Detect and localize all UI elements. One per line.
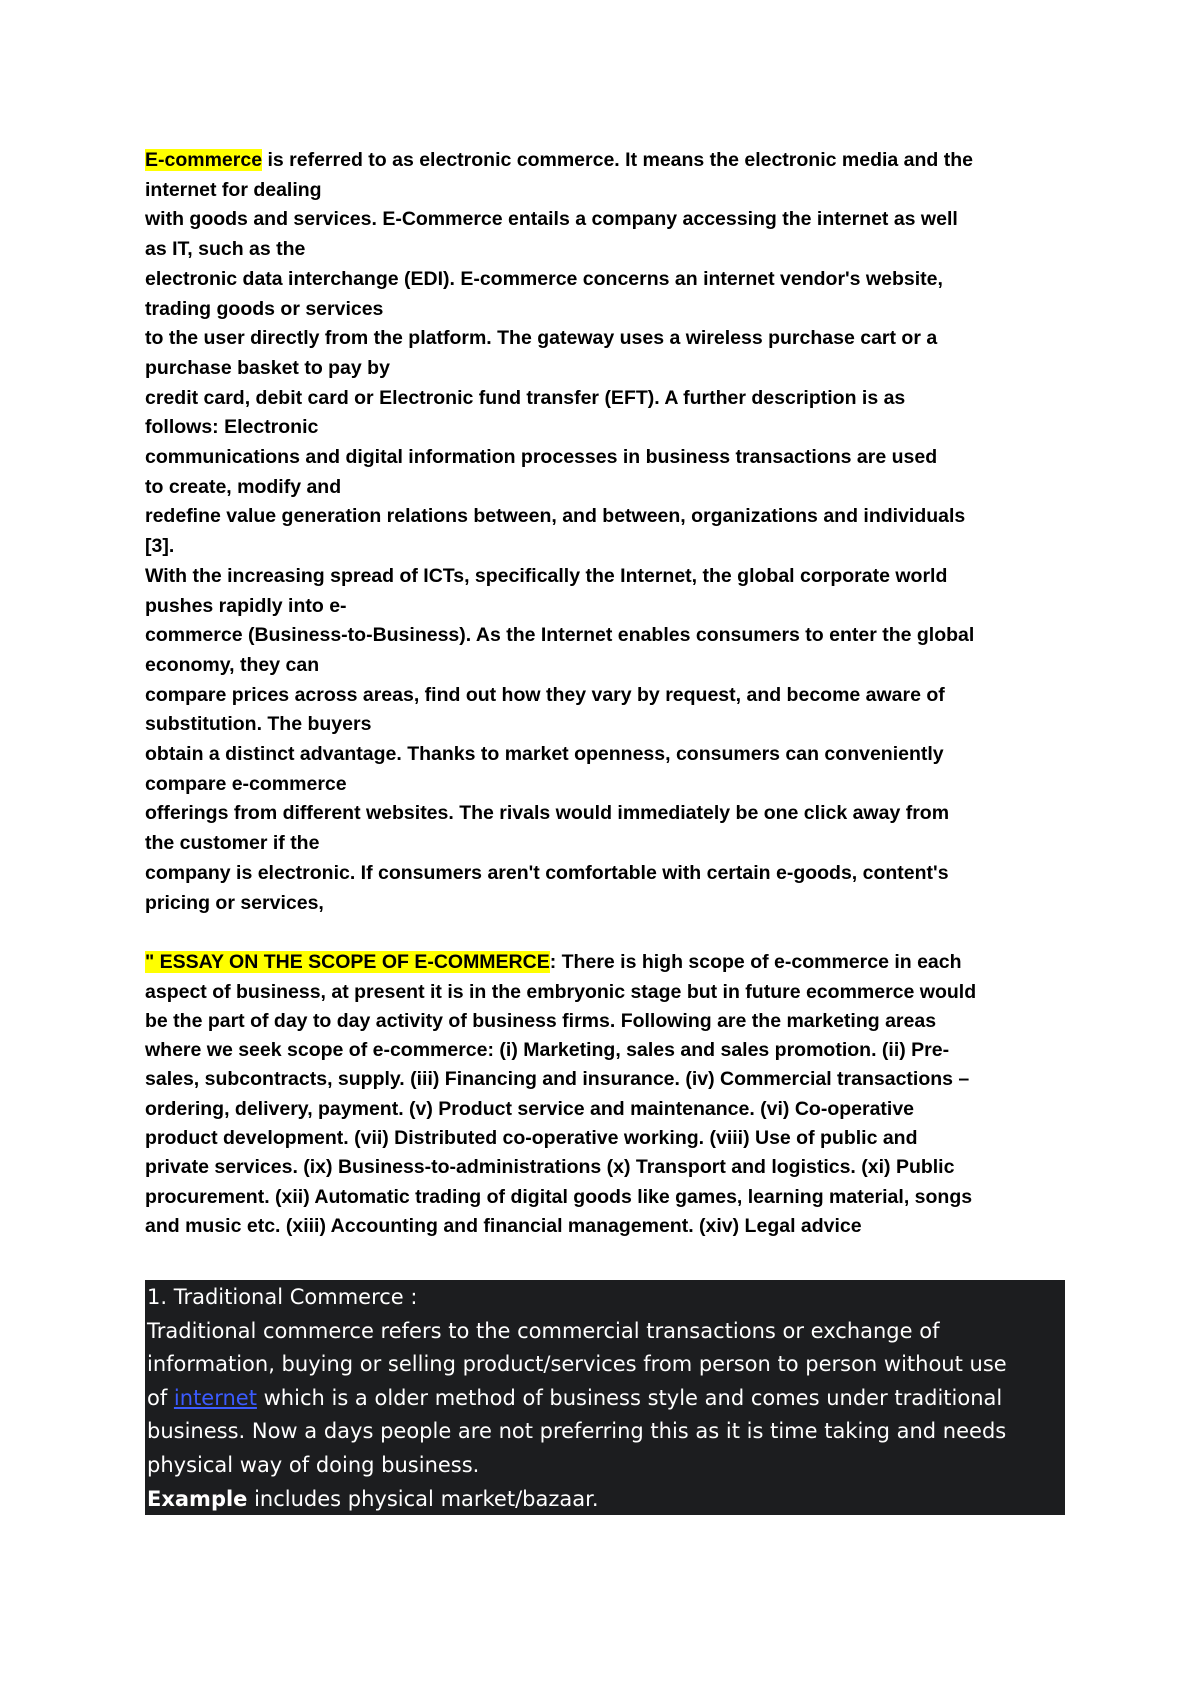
example-text: includes physical market/bazaar. [247,1486,599,1511]
traditional-line-with-link [145,1382,1065,1416]
traditional-commerce-box [145,1280,1065,1515]
paragraph-spacer [145,918,1065,948]
intro-paragraph [145,146,1065,918]
intro-first-line [145,146,1065,176]
intro-line: commerce (Business-to-Business). As the Internet enables consumers to enter the global [145,624,975,647]
scope-line: where we seek scope of e-commerce: (i) Marketing, sales and sales promotion. (ii) Pre- [145,1039,950,1062]
traditional-line: business. Now a days people are not preferring this as it is time taking and needs [147,1419,1007,1444]
intro-line: as IT, such as the [145,238,306,261]
intro-line: substitution. The buyers [145,713,372,736]
document-body [145,146,1065,1241]
intro-line: With the increasing spread of ICTs, specifically the Internet, the global corporate world [145,564,948,587]
intro-line: obtain a distinct advantage. Thanks to market openness, consumers can conveniently [145,743,944,766]
traditional-line-prefix: of [147,1385,174,1410]
intro-line: to the user directly from the platform. The gateway uses a wireless purchase cart or a [145,327,938,350]
intro-line: with goods and services. E-Commerce entails a company accessing the internet as well [145,208,958,231]
intro-line: electronic data interchange (EDI). E-commerce concerns an internet vendor's website, [145,267,943,290]
ecommerce-highlight: E-commerce [145,149,263,171]
example-label: Example [147,1486,248,1511]
intro-line: pricing or services, [145,891,324,914]
intro-first-line-text: is referred to as electronic commerce. It means the electronic media and the [262,149,973,171]
traditional-commerce-heading: 1. Traditional Commerce : [147,1285,418,1309]
intro-line: trading goods or services [145,297,384,320]
intro-line: [3]. [145,535,175,558]
scope-line: private services. (ix) Business-to-administrations (x) Transport and logistics. (xi) Public [145,1156,955,1179]
scope-first-line [145,948,1065,977]
intro-line: credit card, debit card or Electronic fund transfer (EFT). A further description is as [145,386,906,409]
intro-line: the customer if the [145,832,320,855]
scope-first-line-text: : There is high scope of e-commerce in each [549,951,962,974]
scope-heading-highlight: " ESSAY ON THE SCOPE OF E-COMMERCE [145,951,550,974]
intro-line: pushes rapidly into e- [145,594,347,617]
intro-line: company is electronic. If consumers aren't comfortable with certain e-goods, content's [145,861,949,884]
intro-line: economy, they can [145,653,320,676]
scope-line: be the part of day to day activity of business firms. Following are the marketing areas [145,1009,937,1032]
scope-paragraph [145,948,1065,1241]
scope-line: and music etc. (xiii) Accounting and financial management. (xiv) Legal advice [145,1214,862,1237]
traditional-line: Traditional commerce refers to the commercial transactions or exchange of [147,1318,940,1343]
traditional-line: physical way of doing business. [147,1452,480,1477]
intro-line: compare e-commerce [145,772,347,795]
scope-line: sales, subcontracts, supply. (iii) Financing and insurance. (iv) Commercial transactions – [145,1068,970,1091]
traditional-line-suffix: which is a older method of business style and comes under traditional [256,1385,1003,1410]
internet-link[interactable]: internet [173,1385,257,1410]
scope-line: procurement. (xii) Automatic trading of digital goods like games, learning material, songs [145,1185,973,1208]
intro-line: communications and digital information processes in business transactions are used [145,446,938,469]
intro-line: redefine value generation relations between, and between, organizations and individuals [145,505,966,528]
scope-line: product development. (vii) Distributed co-operative working. (viii) Use of public and [145,1127,918,1150]
intro-line: internet for dealing [145,178,322,201]
intro-line: compare prices across areas, find out how they vary by request, and become aware of [145,683,945,706]
scope-line: ordering, delivery, payment. (v) Product service and maintenance. (vi) Co-operative [145,1097,915,1120]
traditional-line: information, buying or selling product/services from person to person without use [147,1352,1007,1377]
intro-line: follows: Electronic [145,416,319,439]
example-line [145,1483,1065,1517]
intro-line: offerings from different websites. The rivals would immediately be one click away from [145,802,950,825]
scope-line: aspect of business, at present it is in the embryonic stage but in future ecommerce would [145,980,977,1003]
intro-line: purchase basket to pay by [145,356,390,379]
intro-line: to create, modify and [145,475,342,498]
